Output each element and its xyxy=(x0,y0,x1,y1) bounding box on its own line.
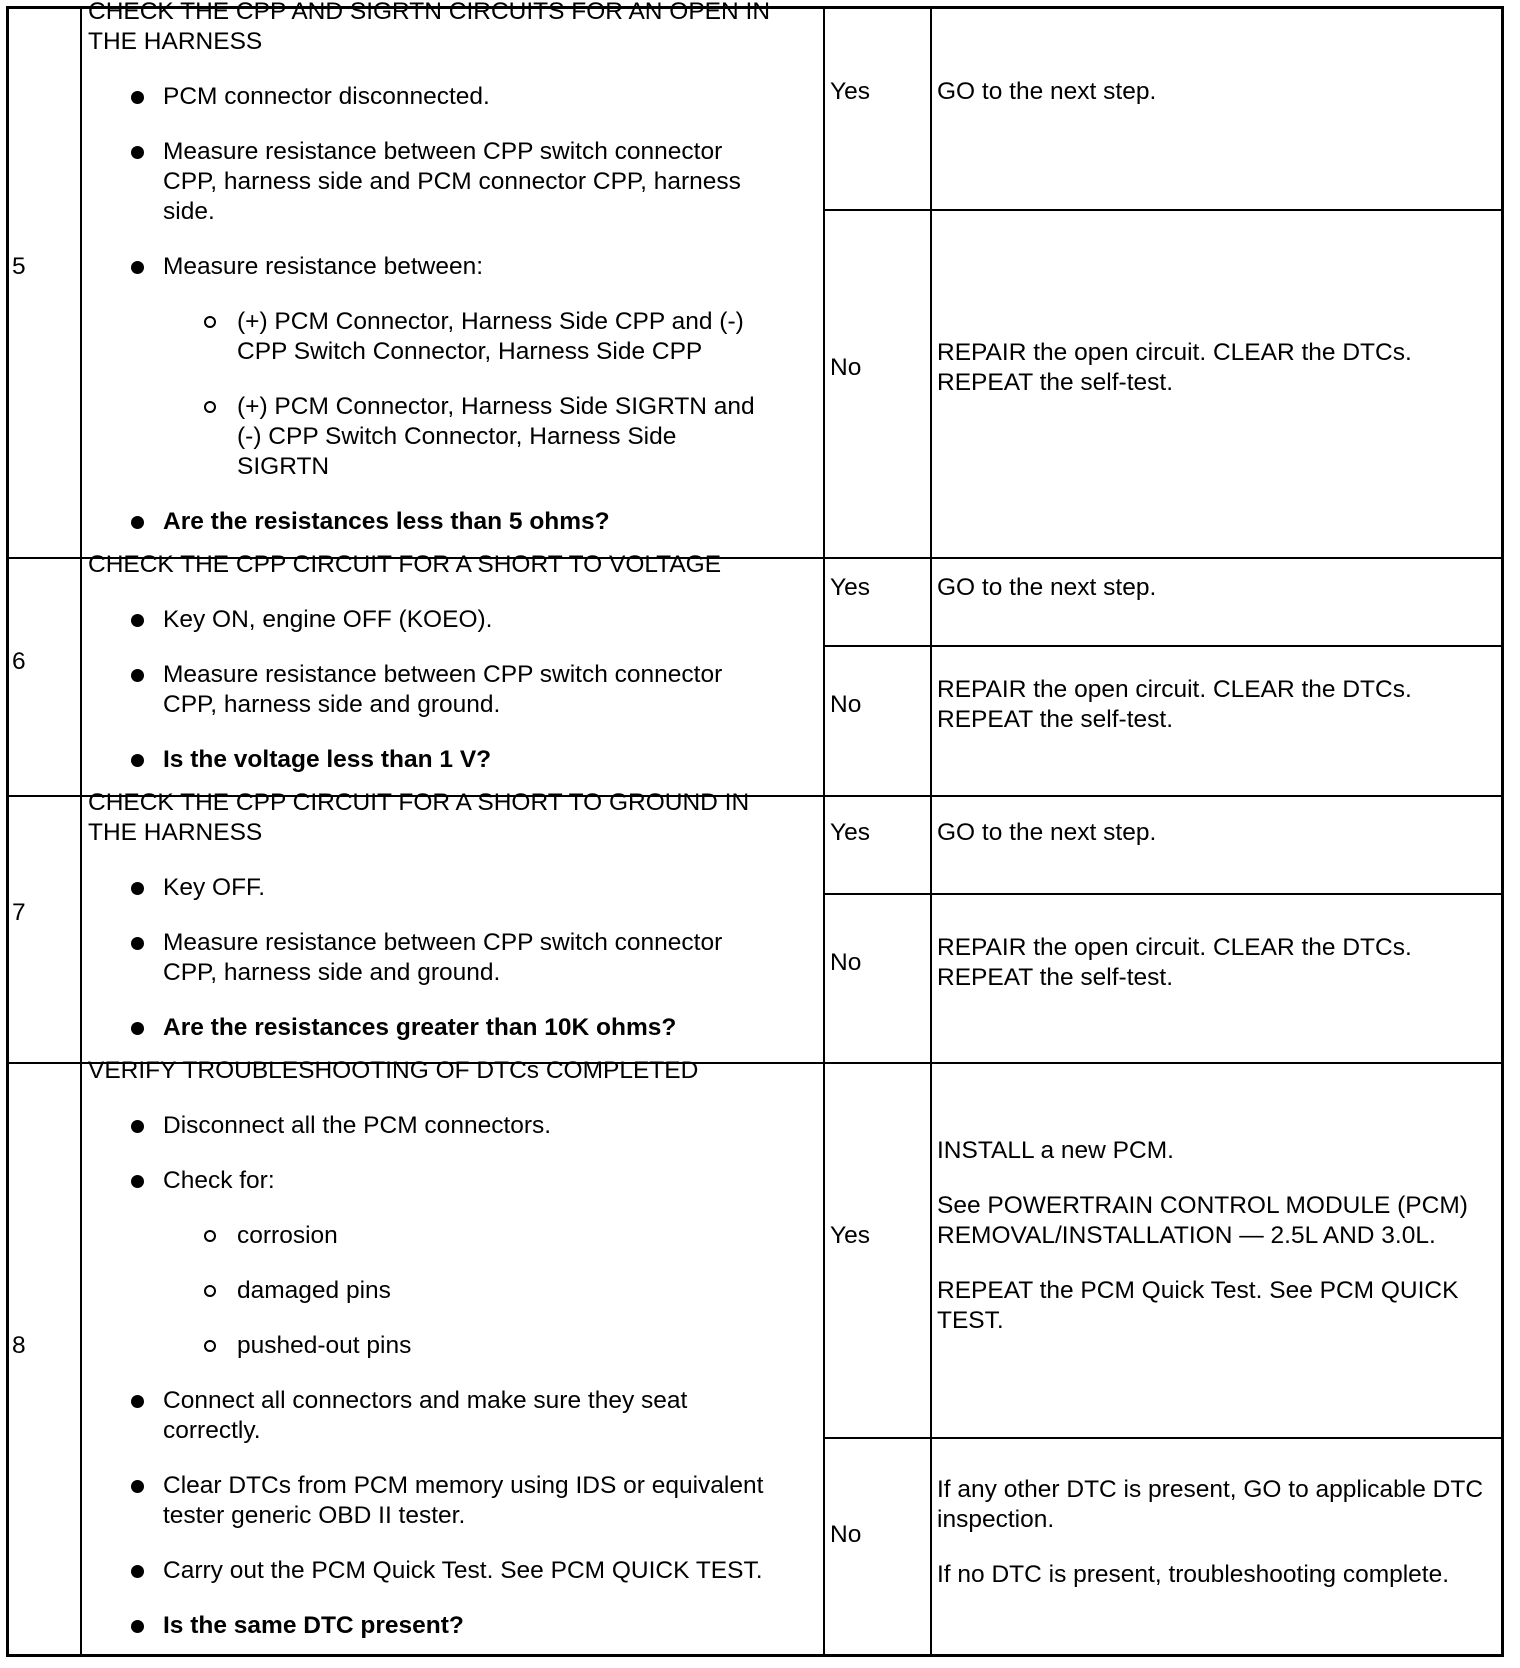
step-instruction: CPP Switch Connector, Harness Side CPP xyxy=(237,338,703,365)
step-number: 5 xyxy=(12,253,26,280)
step-number: 7 xyxy=(12,899,26,926)
answer-no-action: inspection. xyxy=(937,1506,1055,1533)
step-heading: THE HARNESS xyxy=(88,819,263,846)
answer-yes-action: GO to the next step. xyxy=(937,78,1157,105)
step-heading: CHECK THE CPP AND SIGRTN CIRCUITS FOR AN OPEN IN xyxy=(88,0,771,25)
step-instruction: Carry out the PCM Quick Test. See PCM QUICK TEST. xyxy=(163,1557,763,1584)
hollow-bullet-icon xyxy=(204,1285,216,1297)
step-instruction: Clear DTCs from PCM memory using IDS or equivalent xyxy=(163,1472,764,1499)
bullet-icon xyxy=(131,1175,144,1188)
row-divider xyxy=(825,645,1504,647)
answer-yes-label: Yes xyxy=(830,1222,870,1249)
row-divider xyxy=(825,893,1504,895)
step-instruction: Measure resistance between CPP switch connector xyxy=(163,929,723,956)
step-heading: VERIFY TROUBLESHOOTING OF DTCs COMPLETED xyxy=(88,1057,699,1084)
hollow-bullet-icon xyxy=(204,1230,216,1242)
answer-no-action: REPEAT the self-test. xyxy=(937,706,1174,733)
answer-yes-label: Yes xyxy=(830,78,870,105)
step-instruction: Disconnect all the PCM connectors. xyxy=(163,1112,552,1139)
step-instruction: damaged pins xyxy=(237,1277,391,1304)
bullet-icon xyxy=(131,91,144,104)
bullet-icon xyxy=(131,882,144,895)
answer-no-action: REPAIR the open circuit. CLEAR the DTCs. xyxy=(937,339,1412,366)
bullet-icon xyxy=(131,1620,144,1633)
step-heading: CHECK THE CPP CIRCUIT FOR A SHORT TO GROUND IN xyxy=(88,789,750,816)
step-question: Is the same DTC present? xyxy=(163,1612,464,1639)
column-divider xyxy=(80,6,82,1657)
step-instruction: Measure resistance between CPP switch connector xyxy=(163,138,723,165)
step-instruction: pushed-out pins xyxy=(237,1332,412,1359)
row-divider xyxy=(825,1437,1504,1439)
answer-no-action: REPAIR the open circuit. CLEAR the DTCs. xyxy=(937,934,1412,961)
step-instruction: CPP, harness side and ground. xyxy=(163,691,501,718)
step-question: Are the resistances greater than 10K ohms? xyxy=(163,1014,677,1041)
answer-yes-label: Yes xyxy=(830,819,870,846)
answer-yes-action: REPEAT the PCM Quick Test. See PCM QUICK xyxy=(937,1277,1459,1304)
bullet-icon xyxy=(131,754,144,767)
step-instruction: (+) PCM Connector, Harness Side SIGRTN and xyxy=(237,393,755,420)
step-instruction: Connect all connectors and make sure they seat xyxy=(163,1387,688,1414)
step-instruction: CPP, harness side and ground. xyxy=(163,959,501,986)
step-instruction: side. xyxy=(163,198,215,225)
bullet-icon xyxy=(131,937,144,950)
bullet-icon xyxy=(131,1022,144,1035)
answer-no-label: No xyxy=(830,1521,862,1548)
step-instruction: corrosion xyxy=(237,1222,338,1249)
answer-yes-action: TEST. xyxy=(937,1307,1004,1334)
hollow-bullet-icon xyxy=(204,1340,216,1352)
step-instruction: Key OFF. xyxy=(163,874,266,901)
step-instruction: PCM connector disconnected. xyxy=(163,83,490,110)
bullet-icon xyxy=(131,614,144,627)
step-heading: THE HARNESS xyxy=(88,28,263,55)
bullet-icon xyxy=(131,1120,144,1133)
step-instruction: Measure resistance between CPP switch connector xyxy=(163,661,723,688)
answer-yes-action: See POWERTRAIN CONTROL MODULE (PCM) xyxy=(937,1192,1468,1219)
bullet-icon xyxy=(131,516,144,529)
step-instruction: tester generic OBD II tester. xyxy=(163,1502,466,1529)
step-instruction: correctly. xyxy=(163,1417,261,1444)
column-divider xyxy=(930,6,932,1657)
step-instruction: (+) PCM Connector, Harness Side CPP and (-) xyxy=(237,308,744,335)
hollow-bullet-icon xyxy=(204,316,216,328)
answer-no-action: REPEAT the self-test. xyxy=(937,964,1174,991)
column-divider xyxy=(823,6,825,1657)
bullet-icon xyxy=(131,669,144,682)
answer-yes-label: Yes xyxy=(830,574,870,601)
answer-no-action: If any other DTC is present, GO to applicable DTC xyxy=(937,1476,1484,1503)
bullet-icon xyxy=(131,261,144,274)
answer-no-label: No xyxy=(830,354,862,381)
step-question: Are the resistances less than 5 ohms? xyxy=(163,508,610,535)
answer-yes-action: GO to the next step. xyxy=(937,819,1157,846)
row-divider xyxy=(825,209,1504,211)
step-instruction: CPP, harness side and PCM connector CPP, harness xyxy=(163,168,741,195)
bullet-icon xyxy=(131,1565,144,1578)
step-instruction: SIGRTN xyxy=(237,453,330,480)
answer-no-action: If no DTC is present, troubleshooting complete. xyxy=(937,1561,1450,1588)
answer-no-action: REPAIR the open circuit. CLEAR the DTCs. xyxy=(937,676,1412,703)
bullet-icon xyxy=(131,1480,144,1493)
answer-no-action: REPEAT the self-test. xyxy=(937,369,1174,396)
step-instruction: (-) CPP Switch Connector, Harness Side xyxy=(237,423,677,450)
bullet-icon xyxy=(131,1395,144,1408)
step-number: 8 xyxy=(12,1332,26,1359)
answer-yes-action: REMOVAL/INSTALLATION — 2.5L AND 3.0L. xyxy=(937,1222,1436,1249)
step-instruction: Measure resistance between: xyxy=(163,253,484,280)
answer-no-label: No xyxy=(830,949,862,976)
step-number: 6 xyxy=(12,648,26,675)
answer-no-label: No xyxy=(830,691,862,718)
answer-yes-action: GO to the next step. xyxy=(937,574,1157,601)
step-instruction: Key ON, engine OFF (KOEO). xyxy=(163,606,493,633)
hollow-bullet-icon xyxy=(204,401,216,413)
bullet-icon xyxy=(131,146,144,159)
answer-yes-action: INSTALL a new PCM. xyxy=(937,1137,1174,1164)
step-heading: CHECK THE CPP CIRCUIT FOR A SHORT TO VOLTAGE xyxy=(88,551,722,578)
step-question: Is the voltage less than 1 V? xyxy=(163,746,492,773)
step-instruction: Check for: xyxy=(163,1167,275,1194)
